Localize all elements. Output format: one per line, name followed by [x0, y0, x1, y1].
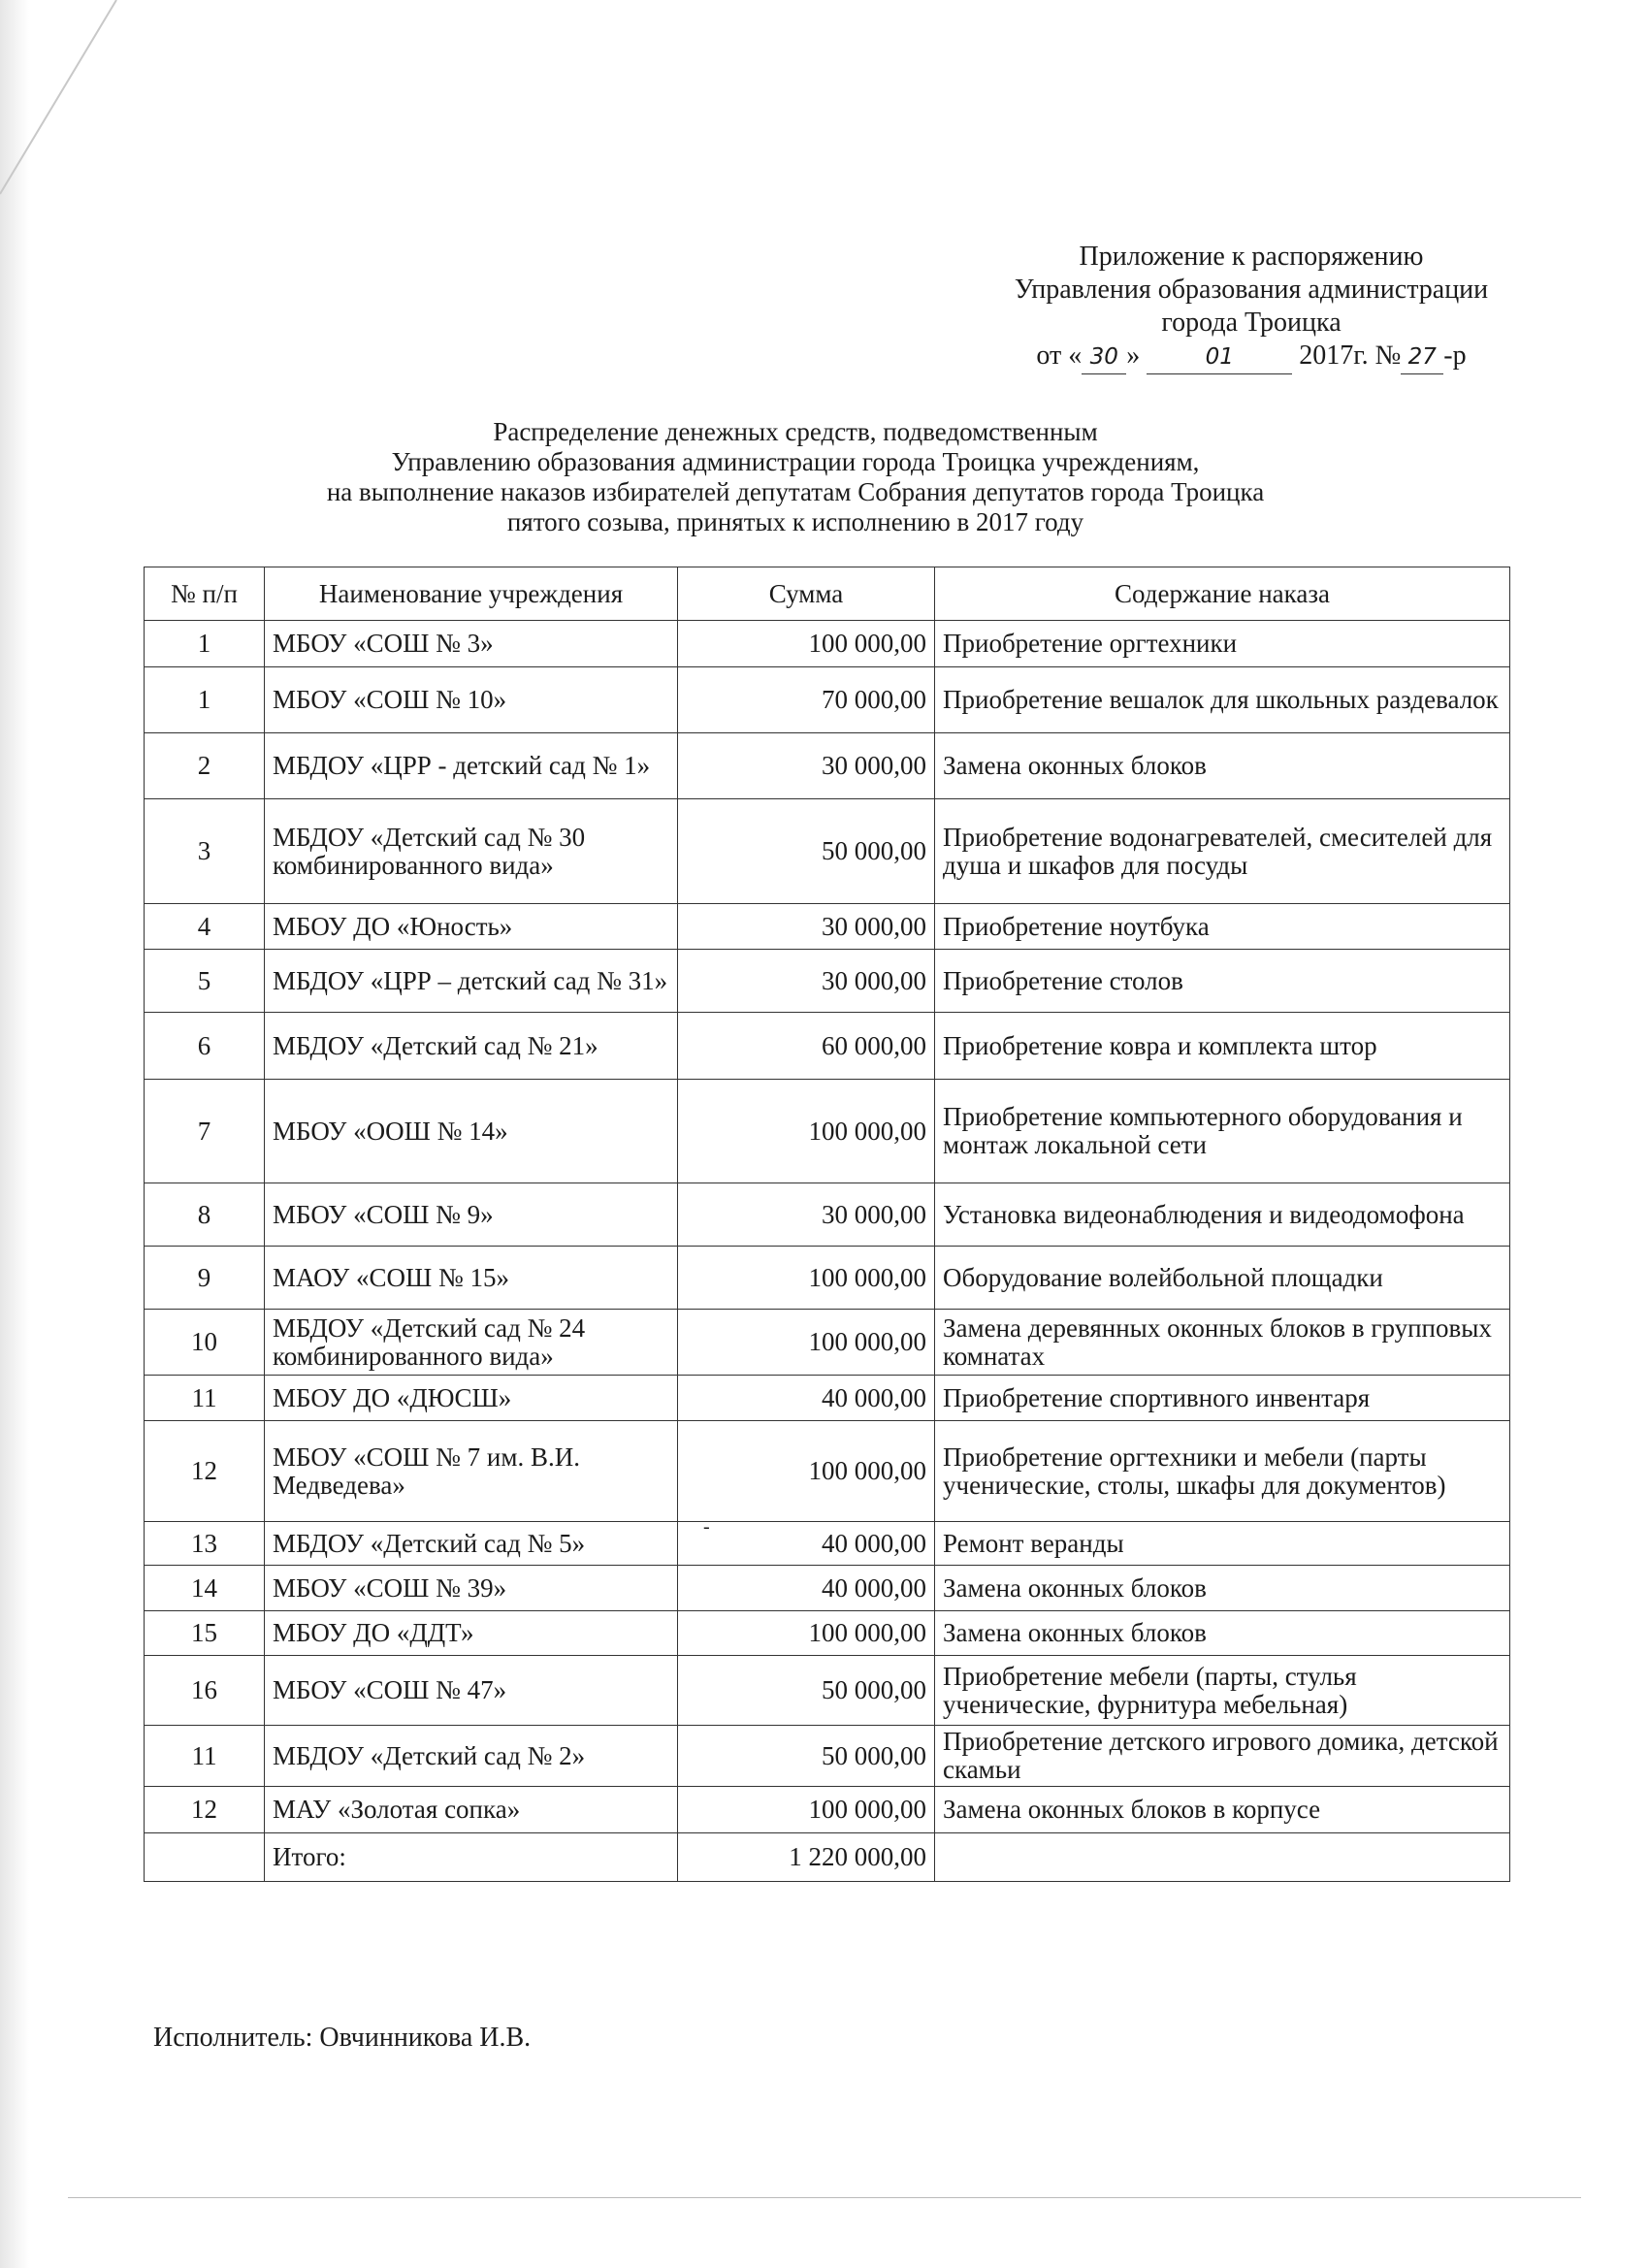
- table-row: [145, 904, 1510, 950]
- row-institution: МБОУ «СОШ № 10»: [265, 667, 678, 733]
- row-sum: 100 000,00: [678, 1080, 935, 1183]
- row-institution: МБДОУ «Детский сад № 2»: [265, 1726, 678, 1787]
- row-description: Приобретение водонагревателей, смесителей для душа и шкафов для посуды: [935, 799, 1510, 904]
- row-number: 15: [145, 1611, 265, 1656]
- scan-fold-line: [0, 0, 126, 252]
- total-row: [145, 1833, 1510, 1882]
- row-number: 1: [145, 621, 265, 667]
- date-day-field: [1082, 340, 1126, 374]
- row-institution: МАУ «Золотая сопка»: [265, 1787, 678, 1833]
- row-number: 8: [145, 1183, 265, 1247]
- heading-line-4: пятого созыва, принятых к исполнению в 2017 году: [506, 507, 1084, 536]
- table-row: [145, 1611, 1510, 1656]
- row-number: 3: [145, 799, 265, 904]
- row-institution: МБОУ «СОШ № 9»: [265, 1183, 678, 1247]
- row-number: 7: [145, 1080, 265, 1183]
- row-description: Приобретение спортивного инвентаря: [935, 1376, 1510, 1421]
- heading-line-1: Распределение денежных средств, подведомственным: [493, 417, 1098, 446]
- row-sum: 50 000,00: [678, 1656, 935, 1726]
- row-description: Замена оконных блоков: [935, 733, 1510, 799]
- row-number: 12: [145, 1421, 265, 1522]
- row-institution: МБОУ «СОШ № 47»: [265, 1656, 678, 1726]
- row-sum: 60 000,00: [678, 1013, 935, 1080]
- row-description: Приобретение вешалок для школьных раздевалок: [935, 667, 1510, 733]
- row-sum: 50 000,00: [678, 799, 935, 904]
- row-number: 9: [145, 1247, 265, 1310]
- table-header-row: [145, 567, 1510, 621]
- heading-line-2: Управлению образования администрации города Троицка учреждениям,: [391, 447, 1200, 476]
- date-mid: »: [1126, 340, 1141, 371]
- row-institution: МБДОУ «Детский сад № 30 комбинированного вида»: [265, 799, 678, 904]
- table-row: [145, 667, 1510, 733]
- annex-block: [970, 241, 1533, 374]
- row-sum: 30 000,00: [678, 904, 935, 950]
- heading-line-3: на выполнение наказов избирателей депутатам Собрания депутатов города Троицка: [326, 477, 1265, 506]
- table-row: [145, 1522, 1510, 1566]
- total-desc-cell: [935, 1833, 1510, 1882]
- row-number: 14: [145, 1566, 265, 1611]
- row-sum: 100 000,00: [678, 1421, 935, 1522]
- row-sum: 30 000,00: [678, 950, 935, 1013]
- row-description: Установка видеонаблюдения и видеодомофона: [935, 1183, 1510, 1247]
- row-number: 11: [145, 1726, 265, 1787]
- table-row: [145, 799, 1510, 904]
- row-institution: МБОУ «СОШ № 3»: [265, 621, 678, 667]
- row-description: Приобретение оргтехники и мебели (парты ученические, столы, шкафы для документов): [935, 1421, 1510, 1522]
- row-description: Приобретение ковра и комплекта штор: [935, 1013, 1510, 1080]
- row-sum: 100 000,00: [678, 1787, 935, 1833]
- row-number: 2: [145, 733, 265, 799]
- document-heading: [310, 417, 1280, 537]
- row-sum: 40 000,00: [678, 1566, 935, 1611]
- row-description: Приобретение мебели (парты, стулья ученические, фурнитура мебельная): [935, 1656, 1510, 1726]
- row-number: 13: [145, 1522, 265, 1566]
- row-number: 1: [145, 667, 265, 733]
- row-institution: МБОУ ДО «ДДТ»: [265, 1611, 678, 1656]
- header-desc: Содержание наказа: [935, 567, 1510, 621]
- date-month-field: [1147, 340, 1292, 374]
- table-row: [145, 1787, 1510, 1833]
- row-sum: 100 000,00: [678, 1611, 935, 1656]
- row-number: 11: [145, 1376, 265, 1421]
- row-institution: МБДОУ «ЦРР – детский сад № 31»: [265, 950, 678, 1013]
- row-description: Приобретение ноутбука: [935, 904, 1510, 950]
- scan-edge-shadow: [0, 0, 29, 2268]
- row-sum: 30 000,00: [678, 733, 935, 799]
- table-row: [145, 1013, 1510, 1080]
- row-description: Замена деревянных оконных блоков в групповых комнатах: [935, 1310, 1510, 1376]
- row-institution: МБОУ «ООШ № 14»: [265, 1080, 678, 1183]
- row-number: 10: [145, 1310, 265, 1376]
- total-label: Итого:: [265, 1833, 678, 1882]
- table-row: [145, 1080, 1510, 1183]
- row-description: Замена оконных блоков: [935, 1611, 1510, 1656]
- table-row: [145, 1726, 1510, 1787]
- row-sum: 40 000,00: [678, 1522, 935, 1566]
- stray-mark: -: [703, 1516, 710, 1538]
- row-institution: МБОУ ДО «ДЮСШ»: [265, 1376, 678, 1421]
- table-row: [145, 1247, 1510, 1310]
- table-row: [145, 1421, 1510, 1522]
- row-description: Замена оконных блоков в корпусе: [935, 1787, 1510, 1833]
- annex-line-2: Управления образования администрации: [1014, 275, 1489, 305]
- table-row: [145, 1183, 1510, 1247]
- row-number: 6: [145, 1013, 265, 1080]
- row-sum: 100 000,00: [678, 1310, 935, 1376]
- row-number: 4: [145, 904, 265, 950]
- header-num: № п/п: [145, 567, 265, 621]
- row-institution: МБОУ ДО «Юность»: [265, 904, 678, 950]
- table-row: [145, 733, 1510, 799]
- table-row: [145, 1656, 1510, 1726]
- date-number: 27: [1407, 344, 1437, 370]
- row-number: 16: [145, 1656, 265, 1726]
- total-num-cell: [145, 1833, 265, 1882]
- row-institution: МАОУ «СОШ № 15»: [265, 1247, 678, 1310]
- row-institution: МБДОУ «ЦРР - детский сад № 1»: [265, 733, 678, 799]
- row-description: Приобретение компьютерного оборудования и монтаж локальной сети: [935, 1080, 1510, 1183]
- row-institution: МБДОУ «Детский сад № 5»: [265, 1522, 678, 1566]
- row-sum: 100 000,00: [678, 621, 935, 667]
- table-row: [145, 1310, 1510, 1376]
- date-number-field: [1401, 340, 1443, 374]
- annex-date-line: [970, 340, 1533, 374]
- row-description: Приобретение столов: [935, 950, 1510, 1013]
- date-prefix: от «: [1036, 340, 1083, 371]
- row-description: Оборудование волейбольной площадки: [935, 1247, 1510, 1310]
- table-row: [145, 621, 1510, 667]
- annex-line-3: города Троицка: [1161, 308, 1342, 338]
- row-number: 5: [145, 950, 265, 1013]
- row-sum: 50 000,00: [678, 1726, 935, 1787]
- table-row: [145, 950, 1510, 1013]
- header-sum: Сумма: [678, 567, 935, 621]
- row-sum: 100 000,00: [678, 1247, 935, 1310]
- row-institution: МБДОУ «Детский сад № 21»: [265, 1013, 678, 1080]
- table-row: [145, 1566, 1510, 1611]
- row-sum: 70 000,00: [678, 667, 935, 733]
- date-suffix: -р: [1443, 340, 1467, 371]
- row-sum: 40 000,00: [678, 1376, 935, 1421]
- row-number: 12: [145, 1787, 265, 1833]
- distribution-table: [144, 567, 1510, 1882]
- table-body: [145, 621, 1510, 1833]
- executor-line: Исполнитель: Овчинникова И.В.: [153, 2023, 532, 2053]
- row-sum: 30 000,00: [678, 1183, 935, 1247]
- row-description: Ремонт веранды: [935, 1522, 1510, 1566]
- row-description: Приобретение детского игрового домика, детской скамьи: [935, 1726, 1510, 1787]
- row-institution: МБОУ «СОШ № 7 им. В.И. Медведева»: [265, 1421, 678, 1522]
- header-name: Наименование учреждения: [265, 567, 678, 621]
- row-description: Приобретение оргтехники: [935, 621, 1510, 667]
- annex-line-1: Приложение к распоряжению: [1079, 242, 1424, 272]
- scan-bottom-line: [68, 2197, 1581, 2198]
- total-sum: 1 220 000,00: [678, 1833, 935, 1882]
- date-day: 30: [1089, 344, 1118, 370]
- row-institution: МБДОУ «Детский сад № 24 комбинированного вида»: [265, 1310, 678, 1376]
- table-row: [145, 1376, 1510, 1421]
- row-description: Замена оконных блоков: [935, 1566, 1510, 1611]
- date-month: 01: [1205, 344, 1234, 370]
- row-institution: МБОУ «СОШ № 39»: [265, 1566, 678, 1611]
- date-year: 2017г. №: [1299, 340, 1402, 371]
